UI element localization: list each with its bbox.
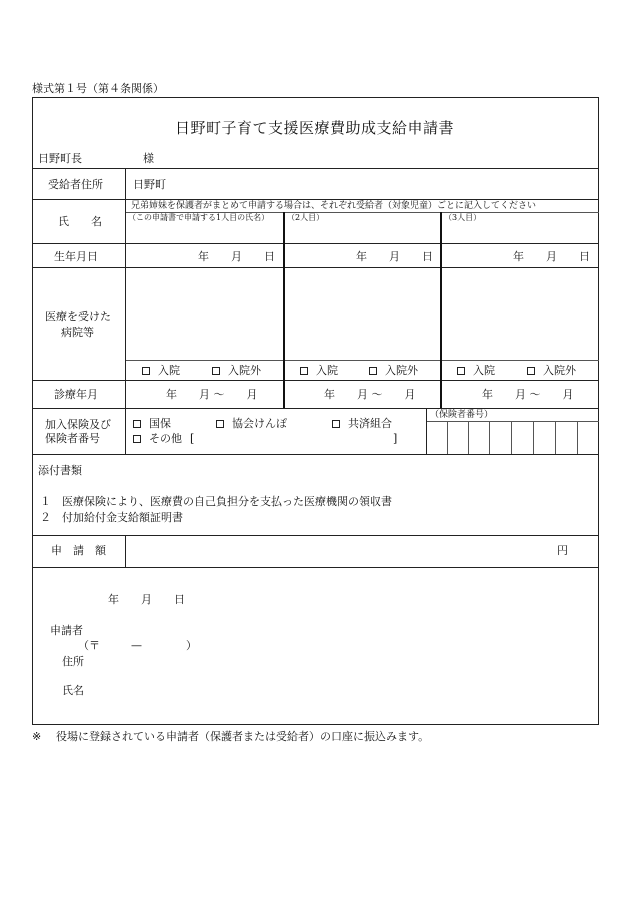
- rule: [125, 168, 126, 454]
- rule: [32, 567, 599, 568]
- other-bracket-open: [: [190, 432, 195, 445]
- outpatient-option-1[interactable]: 入院外: [212, 365, 261, 376]
- birth-date-label: 生年月日: [54, 250, 98, 263]
- attachment-1-number: １: [40, 495, 51, 508]
- rule: [577, 421, 578, 454]
- checkbox[interactable]: [527, 367, 535, 375]
- form-number: 様式第１号（第４条関係）: [32, 82, 164, 95]
- treatment-month-label: 診療年月: [54, 388, 98, 401]
- birth-date-2[interactable]: 年 月 日: [356, 250, 433, 263]
- rule: [511, 421, 512, 454]
- attachment-1: 医療保険により、医療費の自己負担分を支払った医療機関の領収書: [62, 495, 392, 508]
- treatment-range-3[interactable]: 年 月 〜 月: [482, 388, 574, 401]
- birth-date-3[interactable]: 年 月 日: [513, 250, 590, 263]
- name-col-2-hint: （2人目）: [287, 213, 325, 222]
- outpatient-option-2[interactable]: 入院外: [369, 365, 418, 376]
- sign-date[interactable]: 年 月 日: [108, 593, 185, 606]
- attachments-label: 添付書類: [38, 464, 82, 477]
- postal-open: （〒: [78, 639, 100, 652]
- rule: [468, 421, 469, 454]
- checkbox[interactable]: [300, 367, 308, 375]
- application-form: [32, 97, 599, 725]
- rule: [489, 421, 490, 454]
- amount-input[interactable]: [140, 540, 550, 562]
- rule: [283, 212, 285, 408]
- attachment-2-number: ２: [40, 511, 51, 524]
- applicant-label: 申請者: [50, 624, 83, 637]
- rule: [32, 199, 599, 200]
- hospital-label-line2: 病院等: [61, 326, 94, 339]
- rule: [555, 421, 556, 454]
- name-label: 氏 名: [58, 215, 102, 228]
- amount-label: 申 請 額: [51, 544, 106, 557]
- checkbox[interactable]: [457, 367, 465, 375]
- footer-note-mark: ※: [32, 730, 42, 743]
- insurance-option-other[interactable]: その他: [133, 433, 182, 444]
- insurance-option-kyokai[interactable]: 協会けんぽ: [216, 418, 287, 429]
- treatment-range-1[interactable]: 年 月 〜 月: [166, 388, 258, 401]
- rule: [32, 267, 599, 268]
- rule: [125, 360, 599, 361]
- outpatient-option-3[interactable]: 入院外: [527, 365, 576, 376]
- postal-close: ）: [186, 639, 197, 652]
- honorific: 様: [143, 152, 154, 165]
- rule: [440, 212, 442, 408]
- recipient-address-label: 受給者住所: [48, 178, 103, 191]
- rule: [426, 421, 599, 422]
- checkbox[interactable]: [369, 367, 377, 375]
- other-bracket-close: ]: [393, 432, 398, 445]
- checkbox[interactable]: [142, 367, 150, 375]
- rule: [32, 380, 599, 381]
- rule: [447, 421, 448, 454]
- inpatient-option-2[interactable]: 入院: [300, 365, 338, 376]
- address-label: 住所: [62, 655, 84, 668]
- rule: [32, 408, 599, 409]
- rule: [125, 535, 126, 567]
- hospital-label-line1: 医療を受けた: [45, 310, 111, 323]
- form-title: 日野町子育て支援医療費助成支給申請書: [175, 119, 455, 137]
- addressee: 日野町長: [38, 152, 82, 165]
- checkbox[interactable]: [133, 420, 141, 428]
- name-col-1-hint: （この申請書で申請する1人目の氏名）: [128, 213, 270, 222]
- insurer-number-label: （保険者番号）: [430, 410, 494, 420]
- rule: [32, 243, 599, 244]
- attachment-2: 付加給付金支給額証明書: [62, 511, 183, 524]
- treatment-range-2[interactable]: 年 月 〜 月: [324, 388, 416, 401]
- yen-unit: 円: [557, 544, 568, 557]
- rule: [32, 168, 599, 169]
- recipient-address-value[interactable]: 日野町: [133, 178, 166, 191]
- rule: [32, 535, 599, 536]
- inpatient-option-1[interactable]: 入院: [142, 365, 180, 376]
- checkbox[interactable]: [212, 367, 220, 375]
- name-col-3-hint: （3人目）: [444, 213, 482, 222]
- birth-date-1[interactable]: 年 月 日: [198, 250, 275, 263]
- insurance-option-kokuho[interactable]: 国保: [133, 418, 171, 429]
- checkbox[interactable]: [332, 420, 340, 428]
- checkbox[interactable]: [216, 420, 224, 428]
- inpatient-option-3[interactable]: 入院: [457, 365, 495, 376]
- insurance-label-line2: 保険者番号: [45, 432, 100, 445]
- postal-dash: —: [131, 639, 142, 652]
- siblings-note: 兄弟姉妹を保護者がまとめて申請する場合は、それぞれ受給者（対象児童）ごとに記入してください: [131, 201, 537, 211]
- applicant-name-label: 氏名: [62, 684, 84, 697]
- insurance-label-line1: 加入保険及び: [45, 418, 111, 431]
- rule: [426, 408, 427, 454]
- insurance-option-kyosai[interactable]: 共済組合: [332, 418, 392, 429]
- rule: [32, 454, 599, 455]
- footer-note: 役場に登録されている申請者（保護者または受給者）の口座に振込みます。: [56, 730, 430, 743]
- checkbox[interactable]: [133, 435, 141, 443]
- rule: [533, 421, 534, 454]
